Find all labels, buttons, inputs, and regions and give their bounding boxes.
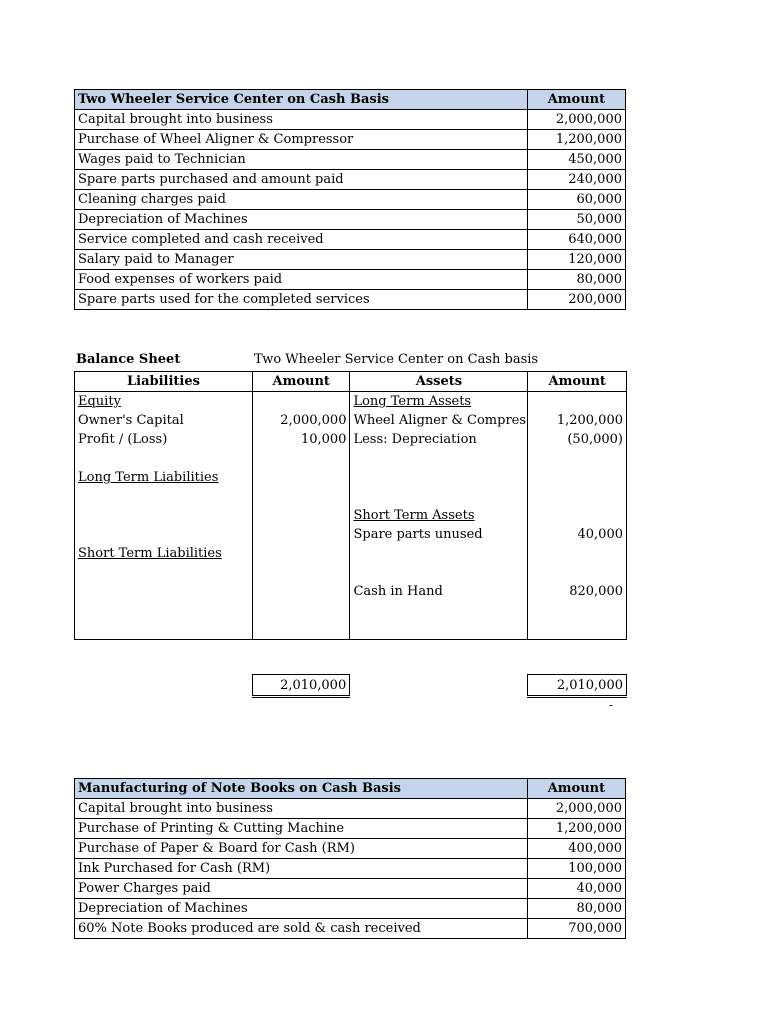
liability-amount	[252, 601, 350, 620]
balance-sheet-row	[75, 582, 627, 601]
row-amount: 2,000,000	[527, 110, 625, 130]
liability-label	[75, 620, 253, 640]
asset-label	[350, 563, 528, 582]
liability-amount: 10,000	[252, 430, 350, 449]
table-row	[75, 250, 626, 270]
liability-label	[75, 525, 253, 544]
row-amount: 240,000	[527, 170, 625, 190]
asset-amount: 40,000	[528, 525, 627, 544]
row-label: Service completed and cash received	[75, 230, 528, 250]
table-header-row	[75, 779, 626, 799]
asset-label	[350, 468, 528, 487]
asset-label	[350, 544, 528, 563]
asset-amount	[528, 620, 627, 640]
row-label: Capital brought into business	[75, 110, 528, 130]
row-amount: 100,000	[527, 859, 625, 879]
row-amount: 2,000,000	[527, 799, 625, 819]
row-amount: 120,000	[527, 250, 625, 270]
amount-header: Amount	[527, 779, 625, 799]
assets-amount-header: Amount	[528, 372, 627, 392]
liability-label: Equity	[75, 392, 253, 412]
table-row	[75, 110, 626, 130]
row-label: Power Charges paid	[75, 879, 528, 899]
asset-amount	[528, 544, 627, 563]
liability-label	[75, 601, 253, 620]
balance-sheet-header-row	[75, 372, 627, 392]
table-header-row	[75, 90, 626, 110]
table-row	[75, 150, 626, 170]
amount-header: Amount	[527, 90, 625, 110]
asset-label: Cash in Hand	[350, 582, 528, 601]
balance-sheet-row	[75, 411, 627, 430]
row-label: Spare parts used for the completed services	[75, 290, 528, 310]
asset-amount: 1,200,000	[528, 411, 627, 430]
row-amount: 700,000	[527, 919, 625, 939]
row-amount: 80,000	[527, 899, 625, 919]
row-amount: 50,000	[527, 210, 625, 230]
asset-label: Spare parts unused	[350, 525, 528, 544]
balance-sheet-totals	[74, 674, 627, 698]
liability-amount	[252, 506, 350, 525]
balance-sheet-subtitle: Two Wheeler Service Center on Cash basis	[254, 352, 539, 367]
balance-sheet-row	[75, 392, 627, 412]
row-amount: 640,000	[527, 230, 625, 250]
row-label: Spare parts purchased and amount paid	[75, 170, 528, 190]
asset-label	[350, 487, 528, 506]
liability-amount	[252, 449, 350, 468]
balance-sheet-row	[75, 620, 627, 640]
total-liabilities: 2,010,000	[252, 675, 350, 697]
service-transactions-table	[74, 89, 626, 310]
asset-label	[350, 449, 528, 468]
balance-sheet-row	[75, 525, 627, 544]
asset-amount	[528, 392, 627, 412]
liability-label	[75, 506, 253, 525]
balance-sheet-row	[75, 563, 627, 582]
liability-amount	[252, 468, 350, 487]
liability-amount	[252, 544, 350, 563]
service-table-title: Two Wheeler Service Center on Cash Basis	[75, 90, 528, 110]
liability-label: Long Term Liabilities	[75, 468, 253, 487]
asset-amount: (50,000)	[528, 430, 627, 449]
balance-sheet-row	[75, 544, 627, 563]
liability-amount	[252, 582, 350, 601]
liability-amount	[252, 392, 350, 412]
row-amount: 80,000	[527, 270, 625, 290]
table-row	[75, 190, 626, 210]
table-row	[75, 859, 626, 879]
balance-sheet-row	[75, 449, 627, 468]
balance-sheet-table	[74, 371, 627, 668]
liability-label	[75, 449, 253, 468]
liability-amount	[252, 620, 350, 640]
liability-amount	[252, 563, 350, 582]
row-label: Purchase of Wheel Aligner & Compressor	[75, 130, 528, 150]
row-amount: 1,200,000	[527, 130, 625, 150]
row-label: Ink Purchased for Cash (RM)	[75, 859, 528, 879]
balance-sheet-row	[75, 430, 627, 449]
balance-sheet-row	[75, 487, 627, 506]
row-label: Depreciation of Machines	[75, 210, 528, 230]
asset-label: Short Term Assets	[350, 506, 528, 525]
row-label: 60% Note Books produced are sold & cash received	[75, 919, 528, 939]
liability-amount: 2,000,000	[252, 411, 350, 430]
balance-sheet-title: Balance Sheet	[76, 352, 181, 367]
totals-row	[74, 675, 627, 697]
row-amount: 200,000	[527, 290, 625, 310]
table-row	[75, 210, 626, 230]
table-row	[75, 230, 626, 250]
asset-amount	[528, 487, 627, 506]
assets-header: Assets	[350, 372, 528, 392]
table-row	[75, 270, 626, 290]
asset-amount	[528, 468, 627, 487]
row-label: Purchase of Paper & Board for Cash (RM)	[75, 839, 528, 859]
balance-sheet-row	[75, 601, 627, 620]
table-row	[75, 819, 626, 839]
liability-amount	[252, 487, 350, 506]
row-amount: 1,200,000	[527, 819, 625, 839]
row-amount: 400,000	[527, 839, 625, 859]
balance-sheet-row	[75, 468, 627, 487]
balance-sheet-row	[75, 506, 627, 525]
liability-label	[75, 582, 253, 601]
table-row	[75, 839, 626, 859]
liability-amount	[252, 525, 350, 544]
asset-amount	[528, 601, 627, 620]
asset-amount	[528, 506, 627, 525]
asset-label: Less: Depreciation	[350, 430, 528, 449]
row-label: Salary paid to Manager	[75, 250, 528, 270]
asset-label: Wheel Aligner & Compres	[350, 411, 528, 430]
asset-label: Long Term Assets	[350, 392, 528, 412]
table-row	[75, 170, 626, 190]
liability-label	[75, 563, 253, 582]
liabilities-amount-header: Amount	[252, 372, 350, 392]
row-amount: 450,000	[527, 150, 625, 170]
row-label: Wages paid to Technician	[75, 150, 528, 170]
table-row	[75, 799, 626, 819]
asset-amount: 820,000	[528, 582, 627, 601]
notebook-table-title: Manufacturing of Note Books on Cash Basis	[75, 779, 528, 799]
asset-amount	[528, 563, 627, 582]
row-label: Food expenses of workers paid	[75, 270, 528, 290]
total-assets: 2,010,000	[528, 675, 627, 697]
asset-amount	[528, 449, 627, 468]
liability-label: Owner's Capital	[75, 411, 253, 430]
liability-label	[75, 487, 253, 506]
row-amount: 60,000	[527, 190, 625, 210]
table-row	[75, 879, 626, 899]
row-label: Purchase of Printing & Cutting Machine	[75, 819, 528, 839]
row-label: Capital brought into business	[75, 799, 528, 819]
table-row	[75, 130, 626, 150]
row-label: Cleaning charges paid	[75, 190, 528, 210]
notebook-transactions-table	[74, 778, 626, 939]
liabilities-header: Liabilities	[75, 372, 253, 392]
table-row	[75, 290, 626, 310]
table-row	[75, 899, 626, 919]
row-amount: 40,000	[527, 879, 625, 899]
asset-label	[350, 601, 528, 620]
table-row	[75, 919, 626, 939]
asset-label	[350, 620, 528, 640]
liability-label: Short Term Liabilities	[75, 544, 253, 563]
row-label: Depreciation of Machines	[75, 899, 528, 919]
liability-label: Profit / (Loss)	[75, 430, 253, 449]
dash-mark: -	[609, 698, 614, 712]
